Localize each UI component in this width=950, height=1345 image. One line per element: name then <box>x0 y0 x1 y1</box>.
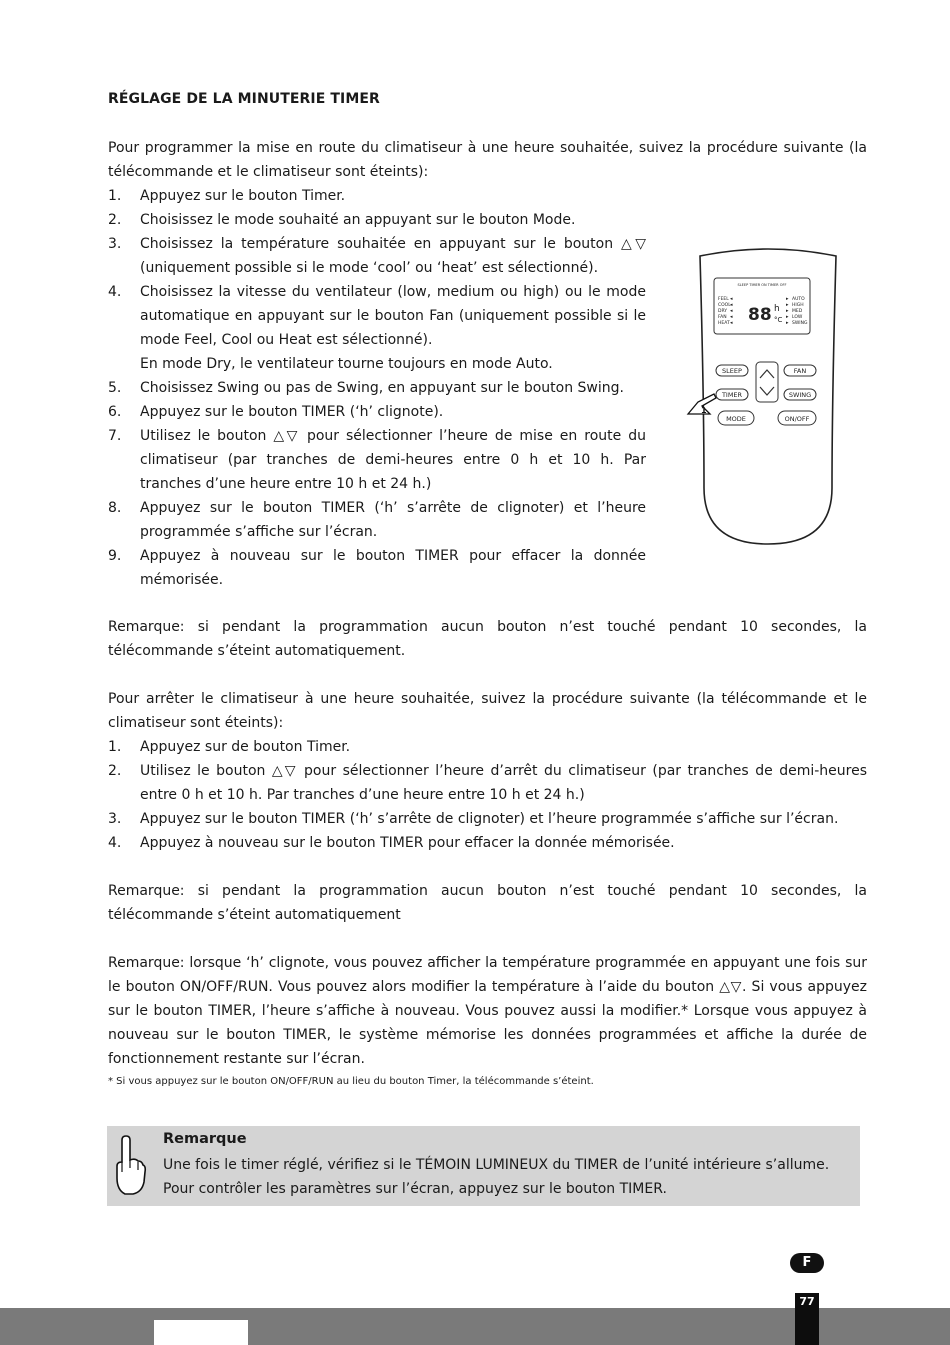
footnote: * Si vous appuyez sur le bouton ON/OFF/RUN au lieu du bouton Timer, la télécommande s’éteint. <box>108 1076 594 1087</box>
list-item-text: Choisissez Swing ou pas de Swing, en appuyant sur le bouton Swing. <box>140 380 624 396</box>
list-item <box>108 544 646 592</box>
list-item-number: 3. <box>108 236 122 252</box>
remote-mode-cool: COOL <box>718 303 731 308</box>
svg-text:▸: ▸ <box>786 320 789 326</box>
list-item <box>108 831 867 855</box>
remote-unit-h: h <box>774 304 780 314</box>
remote-sleep-label: SLEEP <box>722 367 742 375</box>
list-item-text: Appuyez sur le bouton TIMER (‘h’ s’arrête de clignoter) et l’heure programmée s’affiche sur l’écran. <box>140 811 839 827</box>
section-title: RÉGLAGE DE LA MINUTERIE TIMER <box>108 91 380 107</box>
list-item-text: Choisissez la vitesse du ventilateur (low, medium ou high) ou le mode automatique en appuyant sur le bouton Fan (uniquement possible si le mode Feel, Cool ou Heat est sélectionné). <box>140 284 646 348</box>
remote-speed-high: HIGH <box>792 303 804 308</box>
list-item <box>108 735 867 759</box>
remote-mode-feel: FEEL <box>718 297 729 302</box>
svg-text:◂: ◂ <box>730 320 733 326</box>
remark-2-paragraph: Remarque: si pendant la programmation aucun bouton n’est touché pendant 10 secondes, la télécommande s’éteint automatiquement <box>108 883 867 923</box>
list-item <box>108 496 646 544</box>
list-item-text: Choisissez le mode souhaité an appuyant sur le bouton Mode. <box>140 212 576 228</box>
list-item <box>108 208 646 232</box>
list-item-text: Appuyez à nouveau sur le bouton TIMER pour effacer la donnée mémorisée. <box>140 835 675 851</box>
remote-swing: SWING <box>792 321 808 326</box>
page-number: 77 <box>799 1295 815 1308</box>
footer-white-block <box>154 1320 248 1345</box>
remote-control-illustration <box>686 248 851 548</box>
list-item-number: 2. <box>108 212 122 228</box>
svg-text:▸: ▸ <box>786 296 789 302</box>
list-item <box>108 232 646 280</box>
remote-swing-label: SWING <box>788 391 812 399</box>
list-item-number: 9. <box>108 548 122 564</box>
intro-on-paragraph: Pour programmer la mise en route du climatiseur à une heure souhaitée, suivez la procédure suivante (la télécommande et le climatiseur sont éteints): <box>108 140 867 180</box>
list-item-text: Utilisez le bouton △▽ pour sélectionner l’heure de mise en route du climatiseur (par tranches de demi-heures entre 0 h et 10 h. Par tranches d’une heure entre 10 h et 24 h.) <box>140 428 646 492</box>
list-item-number: 8. <box>108 500 122 516</box>
list-item <box>108 807 867 831</box>
svg-text:▸: ▸ <box>786 308 789 314</box>
remote-onoff-label: ON/OFF <box>784 415 810 423</box>
list-item-number: 5. <box>108 380 122 396</box>
list-item-text: Appuyez sur le bouton TIMER (‘h’ clignote). <box>140 404 444 420</box>
list-item-text: Appuyez à nouveau sur le bouton TIMER pour effacer la donnée mémorisée. <box>140 548 646 588</box>
remote-fan-label: FAN <box>793 367 807 375</box>
svg-text:▸: ▸ <box>786 302 789 308</box>
remark-3-paragraph: Remarque: lorsque ‘h’ clignote, vous pouvez afficher la température programmée en appuyant une fois sur le bouton ON/OFF/RUN. Vous pouvez alors modifier la température à l’aide du bouton △▽. Si vous appuyez sur le bouton TIMER, l’heure s’affiche à nouveau. Vous pouvez aussi la modifier.* Lorsque vous appuyez à nouveau sur le bouton TIMER, le système mémorise les données programmées et affiche la durée de fonctionnement restante sur l’écran. <box>108 955 867 1067</box>
remote-speed-med: MED <box>792 309 803 314</box>
svg-text:◂: ◂ <box>730 314 733 320</box>
list-item-text: Appuyez sur le bouton Timer. <box>140 188 346 204</box>
remote-mode-heat: HEAT <box>718 321 730 326</box>
list-item <box>108 759 867 807</box>
note-title: Remarque <box>163 1131 247 1147</box>
list-item-extra: En mode Dry, le ventilateur tourne toujours en mode Auto. <box>140 356 553 372</box>
list-item-text: Appuyez sur de bouton Timer. <box>140 739 351 755</box>
list-item-number: 3. <box>108 811 122 827</box>
remote-timer-label: TIMER <box>721 391 743 399</box>
list-item <box>108 280 646 376</box>
list-item <box>108 376 646 400</box>
list-item-text: Utilisez le bouton △▽ pour sélectionner l’heure d’arrêt du climatiseur (par tranches de demi-heures entre 0 h et 10 h. Par tranches d’une heure entre 10 h et 24 h.) <box>140 763 867 803</box>
remote-digits: 88 <box>748 305 772 325</box>
svg-text:◂: ◂ <box>730 296 733 302</box>
list-item-text: Appuyez sur le bouton TIMER (‘h’ s’arrête de clignoter) et l’heure programmée s’affiche sur l’écran. <box>140 500 646 540</box>
svg-text:◂: ◂ <box>730 302 733 308</box>
list-item <box>108 184 646 208</box>
steps-off-list <box>108 735 867 855</box>
pointing-hand-icon <box>113 1134 147 1198</box>
list-item <box>108 424 646 496</box>
note-line-2: Pour contrôler les paramètres sur l’écran, appuyez sur le bouton TIMER. <box>163 1181 667 1197</box>
remote-mode-dry: DRY <box>718 309 728 314</box>
remark-1-paragraph: Remarque: si pendant la programmation aucun bouton n’est touché pendant 10 secondes, la télécommande s’éteint automatiquement. <box>108 619 867 659</box>
list-item-text: Choisissez la température souhaitée en appuyant sur le bouton △▽ (uniquement possible si le mode ‘cool’ ou ‘heat’ est sélectionné). <box>140 236 646 276</box>
remote-mode-fan: FAN <box>718 315 727 320</box>
language-badge: F <box>790 1253 824 1273</box>
remote-unit-c: °C <box>774 316 783 324</box>
remote-speed-low: LOW <box>792 315 803 320</box>
list-item-number: 4. <box>108 835 122 851</box>
remote-callout-number: 1 <box>701 406 707 415</box>
list-item-number: 1. <box>108 739 122 755</box>
list-item-number: 1. <box>108 188 122 204</box>
list-item-number: 2. <box>108 763 122 779</box>
list-item <box>108 400 646 424</box>
steps-on-list <box>108 184 646 592</box>
note-line-1: Une fois le timer réglé, vérifiez si le TÉMOIN LUMINEUX du TIMER de l’unité intérieure s’allume. <box>163 1157 830 1173</box>
note-box <box>107 1126 860 1206</box>
remote-speed-auto: AUTO <box>792 297 805 302</box>
intro-off-paragraph: Pour arrêter le climatiseur à une heure souhaitée, suivez la procédure suivante (la télécommande et le climatiseur sont éteints): <box>108 691 867 731</box>
list-item-number: 6. <box>108 404 122 420</box>
svg-text:◂: ◂ <box>730 308 733 314</box>
remote-mode-label: MODE <box>726 415 746 423</box>
svg-text:▸: ▸ <box>786 314 789 320</box>
list-item-number: 7. <box>108 428 122 444</box>
list-item-number: 4. <box>108 284 122 300</box>
remote-display-top-text: SLEEP TIMER ON TIMER OFF <box>737 283 787 287</box>
